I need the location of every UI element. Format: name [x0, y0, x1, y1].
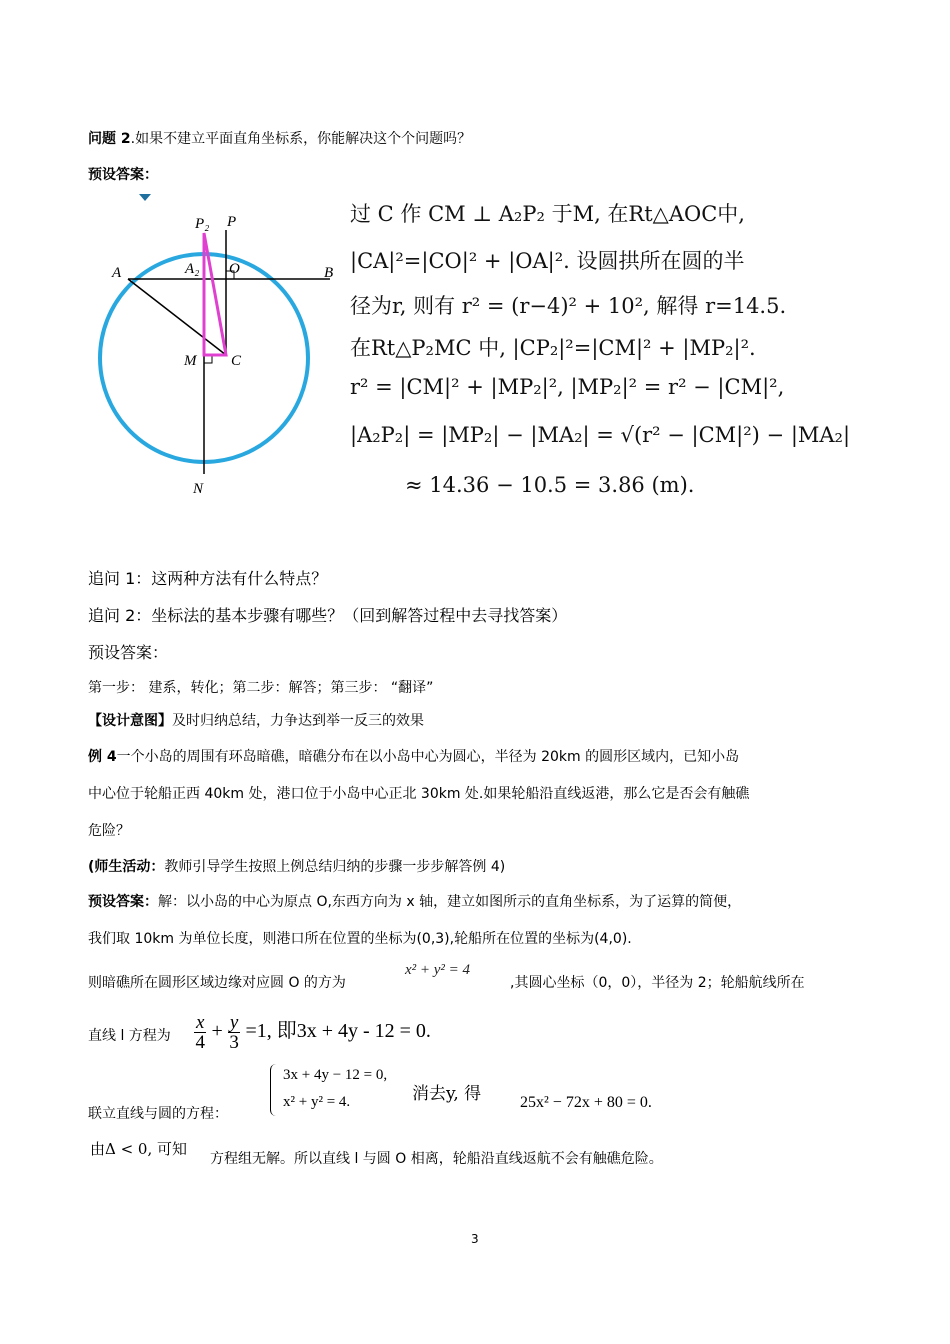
- preset-answer-label-2: 预设答案：: [88, 643, 169, 662]
- solution-line-5: r² = |CM|² + |MP₂|², |MP₂|² = r² − |CM|²,: [350, 375, 785, 399]
- solution-line-3: 径为r, 则有 r² = (r−4)² + 10², 解得 r=14.5.: [350, 294, 787, 318]
- line-equation-rest: =1, 即3x + 4y - 12 = 0.: [245, 1020, 431, 1042]
- example-4-text-1: 一个小岛的周围有环岛暗礁，暗礁分布在以小岛中心为圆心，半径为 20km 的圆形区域内，已知小岛: [116, 749, 740, 765]
- label-A2: A₂: [185, 261, 200, 277]
- fraction-y-over-3: $\frac{y}{3}$: [229, 1012, 239, 1053]
- solution-line-6: |A₂P₂| = |MP₂| − |MA₂| = √(r² − |CM|²) − |MA₂|: [350, 423, 851, 447]
- followup-2: 追问 2：坐标法的基本步骤有哪些？（回到解答过程中去寻找答案）: [88, 606, 568, 625]
- solution-line-7: ≈ 14.36 − 10.5 = 3.86 (m).: [405, 473, 695, 497]
- question-2-label: 问题 2: [88, 131, 131, 147]
- design-intent-text: 及时归纳总结，力争达到举一反三的效果: [172, 713, 424, 729]
- preset-answer-3-line-1: [88, 891, 741, 911]
- triangle-P2MC: [204, 233, 226, 355]
- solution-line-2: |CA|²=|CO|² + |OA|². 设圆拱所在圆的半: [350, 249, 745, 273]
- example-4-line-1: [88, 746, 739, 766]
- question-2: [88, 128, 471, 148]
- activity-text: 教师引导学生按照上例总结归纳的步骤一步步解答例 4): [164, 859, 506, 875]
- preset-answer-3-line-2: 我们取 10km 为单位长度，则港口所在位置的坐标为(0,3),轮船所在位置的坐标为(4,0).: [88, 931, 632, 947]
- triangle-marker-icon: [139, 194, 151, 201]
- conclusion-text: 方程组无解。所以直线 l 与圆 O 相离，轮船沿直线返航不会有触礁危险。: [210, 1151, 663, 1167]
- label-A: A: [112, 265, 122, 281]
- system-eq-2: x² + y² = 4.: [283, 1094, 351, 1110]
- example-4-line-3: 危险？: [88, 823, 130, 839]
- line-equation-prefix: 直线 l 方程为: [88, 1028, 171, 1044]
- design-intent-label: 【设计意图】: [88, 713, 172, 729]
- label-O: O: [229, 261, 240, 277]
- example-4-label: 例 4: [88, 749, 117, 765]
- label-C: C: [231, 353, 242, 369]
- followup-1: 追问 1：这两种方法有什么特点？: [88, 569, 328, 588]
- circle-arch-figure: [90, 188, 360, 508]
- page-number: 3: [471, 1232, 479, 1246]
- preset-answer-label-1: 预设答案：: [88, 167, 158, 183]
- steps-line: 第一步： 建系，转化；第二步：解答；第三步： “翻译”: [88, 680, 434, 696]
- solution-line-1: 过 C 作 CM ⊥ A₂P₂ 于M, 在Rt△AOC中,: [350, 202, 745, 226]
- preset-answer-3-text-1: 解：以小岛的中心为原点 O,东西方向为 x 轴，建立如图所示的直角坐标系，为了运算的简便，: [158, 894, 742, 910]
- example-4-line-2: 中心位于轮船正西 40km 处，港口位于小岛中心正北 30km 处.如果轮船沿直线返港，那么它是否会有触礁: [88, 786, 750, 802]
- label-P2: P₂: [195, 216, 210, 232]
- line-AC: [128, 279, 226, 355]
- fraction-x-over-4: $\frac{x}{4}$: [195, 1012, 205, 1053]
- question-2-text: .如果不建立平面直角坐标系，你能解决这个个问题吗？: [130, 131, 472, 147]
- teacher-student-activity: [88, 856, 505, 876]
- circle-equation: x² + y² = 4: [405, 962, 471, 978]
- label-B: B: [324, 265, 334, 281]
- system-prefix: 联立直线与圆的方程：: [88, 1106, 228, 1122]
- plus-sign: +: [211, 1020, 223, 1042]
- quadratic-result: 25x² − 72x + 80 = 0.: [520, 1094, 652, 1111]
- system-brace: [270, 1064, 277, 1116]
- design-intent: [88, 710, 424, 730]
- preset-answer-3-line-3b: ,其圆心坐标（0，0），半径为 2；轮船航线所在: [510, 975, 805, 991]
- eliminate-y: 消去y, 得: [412, 1084, 482, 1104]
- line-equation: [194, 1013, 431, 1052]
- preset-answer-3-line-3a: 则暗礁所在圆形区域边缘对应圆 O 的方为: [88, 975, 346, 991]
- label-P: P: [227, 214, 237, 230]
- solution-line-4: 在Rt△P₂MC 中, |CP₂|²=|CM|² + |MP₂|².: [350, 336, 756, 360]
- preset-answer-label-3: 预设答案：: [88, 894, 158, 910]
- activity-label: (师生活动：: [88, 859, 165, 875]
- delta-condition: 由Δ < 0, 可知: [90, 1140, 188, 1158]
- label-M: M: [184, 353, 197, 369]
- label-N: N: [193, 481, 204, 497]
- system-eq-1: 3x + 4y − 12 = 0,: [283, 1067, 388, 1083]
